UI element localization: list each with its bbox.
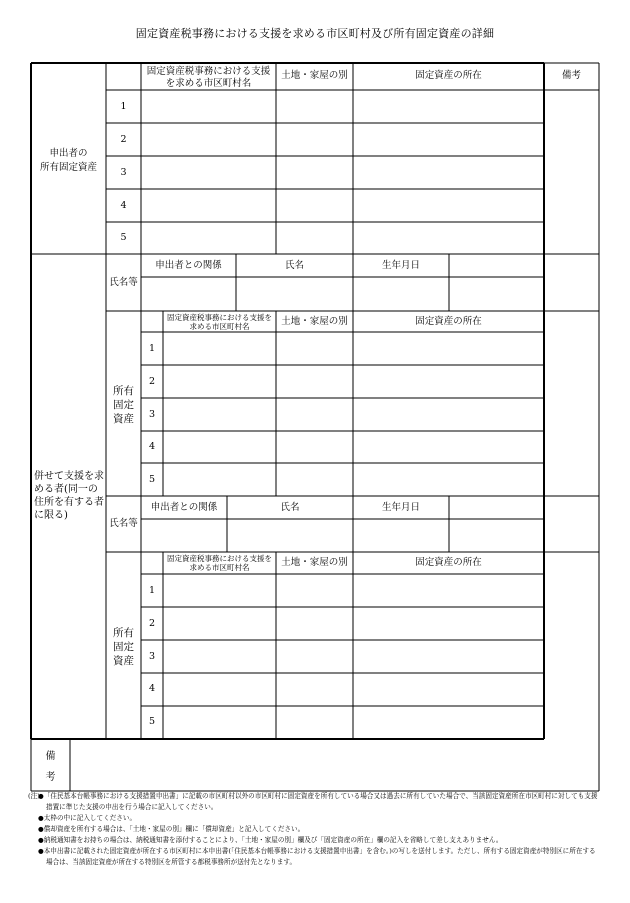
name-header: 氏名 (284, 260, 304, 271)
owned-assets-label (106, 626, 141, 668)
note-item: ●「住民基本台帳事務における支援措置申出書」に記載の市区町村以外の市区町村に固定資産を所有している場合又は過去に所有していた場合で、当該固定資産所在市区町村に対しても支援措置に準じた支援の申出を行う場合に記入してください。 (38, 792, 598, 811)
person-label: 氏名等 (109, 277, 138, 288)
row-number: 1 (148, 343, 156, 354)
note-item: ●本申出書に記載された固定資産が所在する市区町村に本申出書(「住民基本台帳事務における支援措置申出書」を含む。)の写しを送付します。ただし、所有する固定資産が特別区に所在する場合は、当該固定資産が所在する特別区を所管する都税事務所が送付先となります。 (38, 847, 596, 866)
owned-assets-label-line: 固定 (113, 399, 134, 411)
header-location: 固定資産の所在 (415, 70, 482, 81)
birthdate-header: 生年月日 (381, 260, 420, 271)
owned-assets-label-line: 所有 (113, 627, 134, 639)
applicant-label-line: 申出者の (49, 148, 88, 159)
row-number: 2 (148, 618, 156, 629)
header-location: 固定資産の所在 (415, 557, 482, 568)
row-number: 1 (120, 101, 127, 112)
birthdate-header: 生年月日 (381, 502, 420, 513)
applicant-label-line: 所有固定資産 (39, 162, 97, 173)
notes-head: (注) (28, 792, 40, 800)
joint-label-line: 併せて支援を求 (34, 471, 104, 482)
note-item: ●太枠の中に記入してください。 (38, 814, 137, 822)
relation-header: 申出者との関係 (150, 502, 218, 513)
header-type: 土地・家屋の別 (281, 316, 348, 327)
joint-label-line: める者(同一の (34, 484, 98, 495)
owned-assets-label-line: 所有 (113, 385, 134, 397)
row-number: 5 (120, 232, 127, 243)
joint-label-line: に限る) (34, 510, 68, 521)
row-number: 1 (148, 585, 156, 596)
row-number: 2 (120, 134, 127, 145)
row-number: 5 (148, 474, 156, 485)
remarks-bottom-char: 備 (45, 751, 56, 762)
header-location: 固定資産の所在 (415, 316, 482, 327)
joint-label-line: 住所を有する者 (34, 497, 104, 508)
form-title: 固定資産税事務における支援を求める市区町村及び所有固定資産の詳細 (135, 27, 495, 40)
header-remarks: 備考 (561, 70, 581, 81)
header-city: 固定資産税事務における支援を求める市区町村名 (167, 313, 272, 331)
row-number: 4 (148, 683, 156, 694)
row-number: 3 (148, 651, 156, 662)
relation-header: 申出者との関係 (155, 260, 222, 271)
note-item: ●償却資産を所有する場合は、「土地・家屋の別」欄に「償却資産」と記入してください。 (38, 825, 305, 833)
applicant-label (31, 147, 106, 175)
header-city: 固定資産税事務における支援を求める市区町村名 (146, 66, 271, 89)
header-city: 固定資産税事務における支援を求める市区町村名 (167, 554, 272, 572)
name-header: 氏名 (280, 502, 300, 513)
owned-assets-label (106, 384, 141, 426)
header-type: 土地・家屋の別 (281, 557, 348, 568)
joint-label (34, 470, 106, 522)
header-type: 土地・家屋の別 (281, 70, 348, 81)
row-number: 3 (120, 167, 127, 178)
row-number: 4 (148, 441, 156, 452)
person-label: 氏名等 (109, 518, 138, 529)
owned-assets-label-line: 資産 (113, 655, 134, 667)
notes (28, 791, 602, 868)
note-item: ●納税通知書をお持ちの場合は、納税通知書を添付することにより、「土地・家屋の別」欄及び「固定資産の所在」欄の記入を省略して差し支えありません。 (38, 836, 503, 844)
row-number: 4 (120, 200, 127, 211)
row-number: 5 (148, 716, 156, 727)
remarks-bottom-label (31, 746, 70, 788)
row-number: 2 (148, 376, 156, 387)
owned-assets-label-line: 固定 (113, 641, 134, 653)
row-number: 3 (148, 409, 156, 420)
owned-assets-label-line: 資産 (113, 413, 134, 425)
remarks-bottom-char: 考 (45, 772, 56, 783)
